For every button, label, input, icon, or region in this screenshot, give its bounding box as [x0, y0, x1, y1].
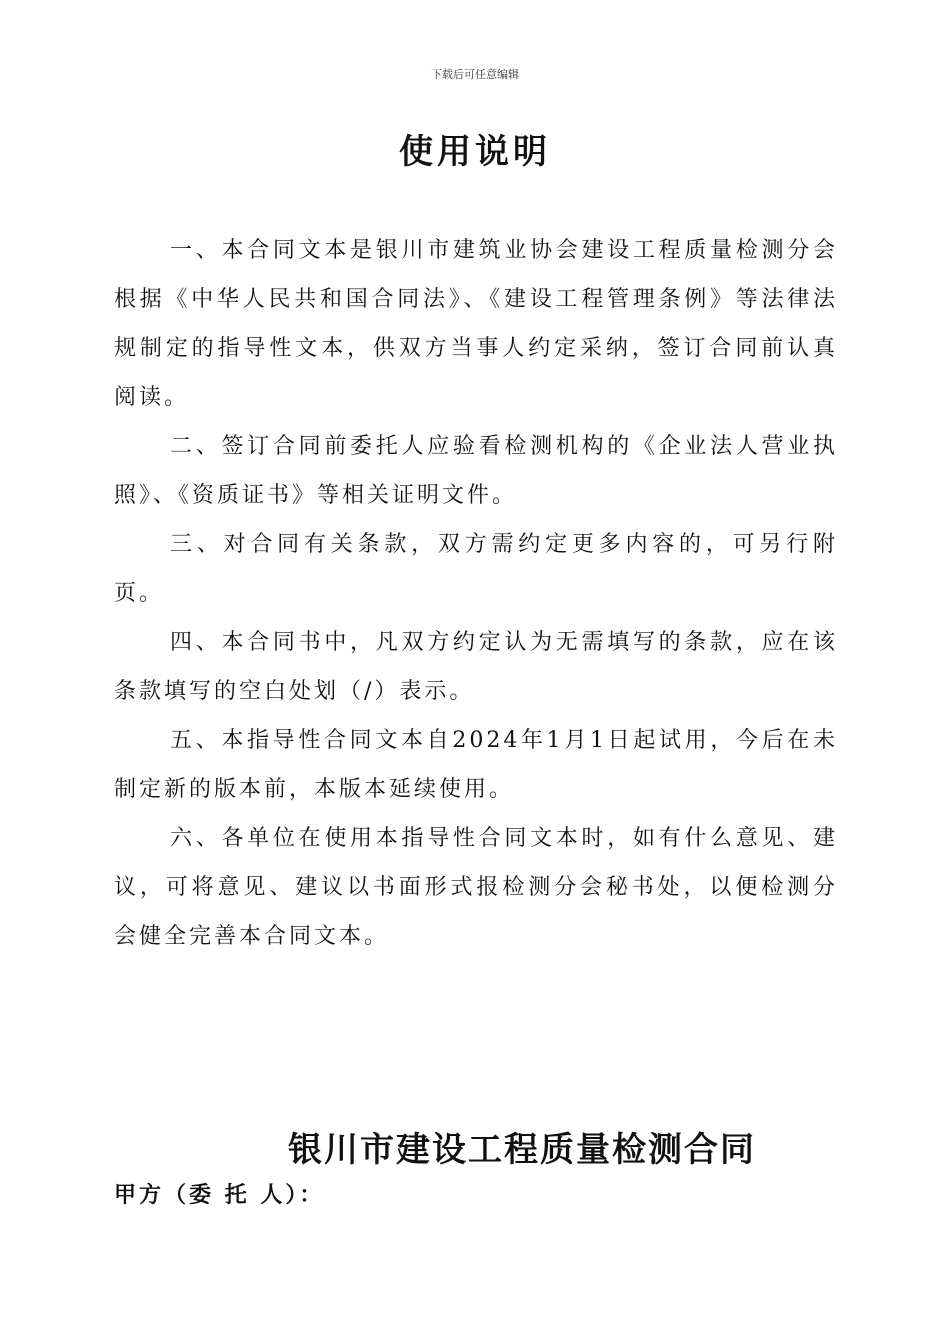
instructions-body	[114, 226, 838, 961]
instruction-paragraph-6: 六、各单位在使用本指导性合同文本时，如有什么意见、建议，可将意见、建议以书面形式报检测分会秘书处，以便检测分会健全完善本合同文本。	[114, 826, 838, 949]
instruction-paragraph-5: 五、本指导性合同文本自2024年1月1日起试用，今后在未制定新的版本前，本版本延续使用。	[114, 728, 838, 802]
instruction-paragraph-4: 四、本合同书中，凡双方约定认为无需填写的条款，应在该条款填写的空白处划（/）表示。	[114, 630, 838, 704]
instructions-title: 使用说明	[399, 132, 551, 172]
party-a-label: 甲方（委 托 人）：	[114, 1183, 325, 1208]
page-header-note: 下载后可任意编辑	[431, 68, 519, 81]
instruction-paragraph-1: 一、本合同文本是银川市建筑业协会建设工程质量检测分会根据《中华人民共和国合同法》、《建设工程管理条例》等法律法规制定的指导性文本，供双方当事人约定采纳，签订合同前认真阅读。	[114, 238, 838, 410]
contract-title: 银川市建设工程质量检测合同	[288, 1130, 756, 1170]
instruction-paragraph-3: 三、对合同有关条款，双方需约定更多内容的，可另行附页。	[114, 532, 838, 606]
instruction-paragraph-2: 二、签订合同前委托人应验看检测机构的《企业法人营业执照》、《资质证书》等相关证明文件。	[114, 434, 838, 508]
